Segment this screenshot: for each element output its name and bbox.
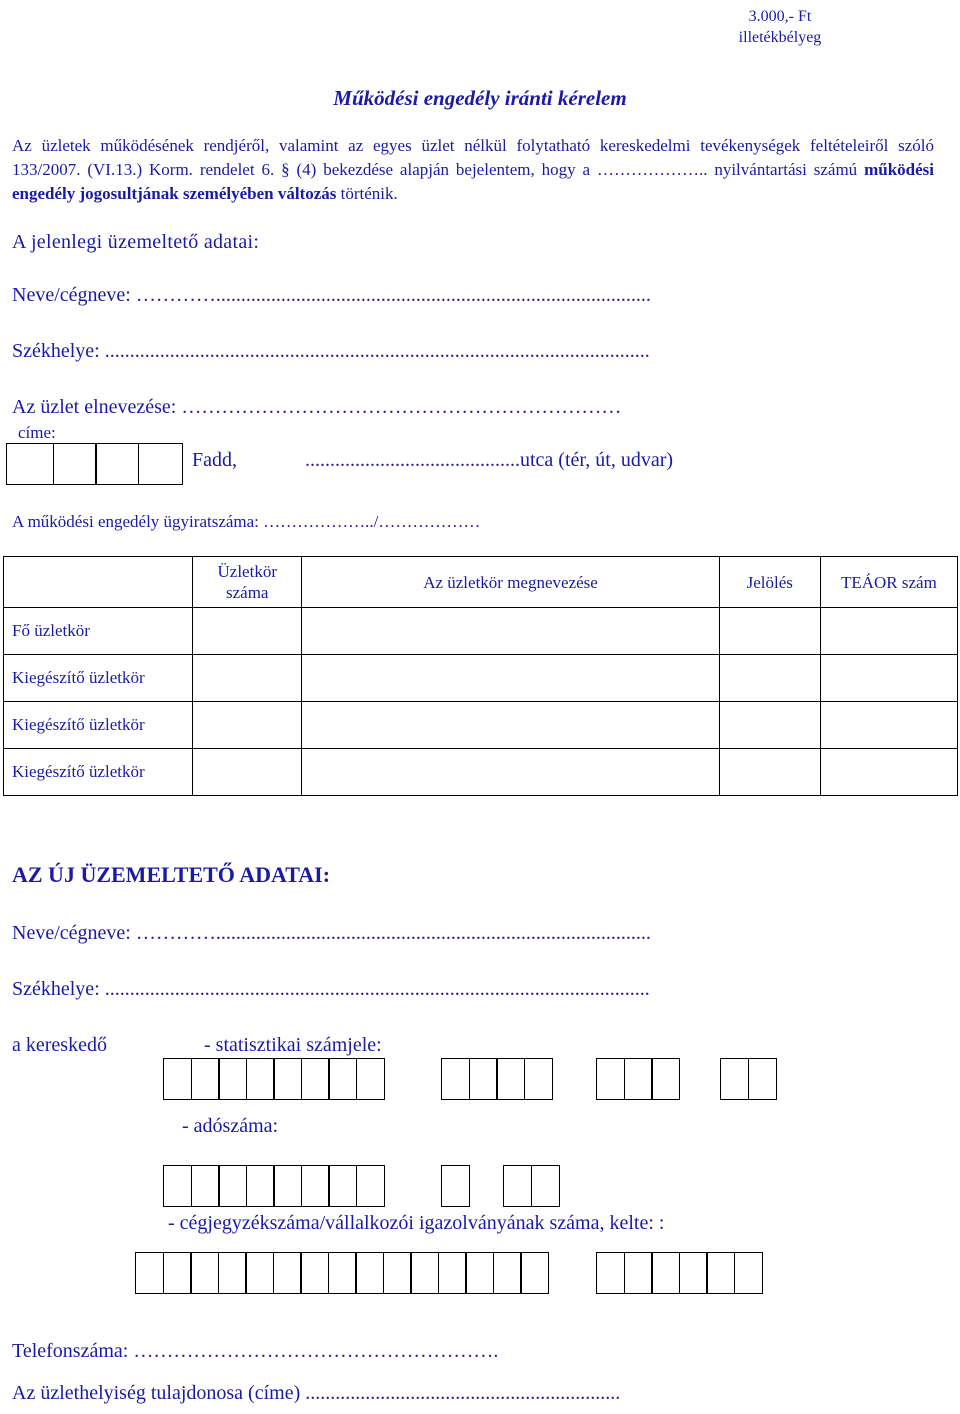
cell-input[interactable] — [719, 608, 820, 655]
digit-box[interactable] — [356, 1165, 385, 1207]
postal-code-boxes[interactable] — [6, 443, 181, 485]
digit-box[interactable] — [748, 1058, 777, 1100]
digit-box[interactable] — [524, 1058, 553, 1100]
table-header-marking: Jelölés — [719, 557, 820, 608]
digit-box[interactable] — [441, 1165, 470, 1207]
digit-box[interactable] — [410, 1252, 439, 1294]
stat-number-boxes-3[interactable] — [596, 1058, 679, 1100]
digit-box[interactable] — [624, 1252, 653, 1294]
tax-number-boxes-2[interactable] — [441, 1165, 469, 1207]
table-row — [4, 655, 958, 702]
digit-box[interactable] — [438, 1252, 467, 1294]
cell-input[interactable] — [719, 749, 820, 796]
tax-number-boxes-3[interactable] — [503, 1165, 558, 1207]
registry-number-boxes-2[interactable] — [596, 1252, 761, 1294]
merchant-label: a kereskedő — [12, 1034, 107, 1056]
digit-box[interactable] — [218, 1252, 247, 1294]
cell-input[interactable] — [302, 608, 719, 655]
current-name-field[interactable]: Neve/cégneve: …………....................................................................................... — [12, 284, 651, 306]
new-name-field[interactable]: Neve/cégneve: …………....................................................................................... — [12, 922, 651, 944]
table-header-teaor: TEÁOR szám — [820, 557, 957, 608]
digit-box[interactable] — [493, 1252, 522, 1294]
digit-box[interactable] — [441, 1058, 470, 1100]
digit-box[interactable] — [246, 1165, 275, 1207]
digit-box[interactable] — [520, 1252, 549, 1294]
cell-input[interactable] — [193, 608, 302, 655]
table-header-circle-number: Üzletkör száma — [193, 557, 302, 608]
digit-box[interactable] — [720, 1058, 749, 1100]
intro-paragraph: Az üzletek működésének rendjéről, valamint az egyes üzlet nélkül folytatható kereskedelmi tevékenységek feltételeiről szóló 133/2007. (VI.13.) Korm. rendelet 6. § (4) bekezdése alapján bejelentem, hogy a ……………….. nyilvántartási számú működési engedély jogosultjának személyében változás történik. — [12, 136, 934, 203]
cell-input[interactable] — [820, 608, 957, 655]
intro-bold: működési engedély jogosultjának személyében változás — [12, 160, 934, 203]
digit-box[interactable] — [273, 1058, 302, 1100]
digit-box[interactable] — [679, 1252, 708, 1294]
cell-input[interactable] — [302, 749, 719, 796]
tax-number-boxes-1[interactable] — [163, 1165, 383, 1207]
postal-digit-box[interactable] — [53, 443, 97, 485]
phone-field[interactable]: Telefonszáma: ………………………………………………. — [12, 1340, 499, 1362]
digit-box[interactable] — [465, 1252, 494, 1294]
digit-box[interactable] — [383, 1252, 412, 1294]
row-label: Kiegészítő üzletkör — [4, 749, 193, 796]
cell-input[interactable] — [193, 655, 302, 702]
digit-box[interactable] — [218, 1165, 247, 1207]
cell-input[interactable] — [820, 749, 957, 796]
digit-box[interactable] — [135, 1252, 164, 1294]
stamp-duty-note — [710, 6, 850, 48]
postal-digit-box[interactable] — [138, 443, 183, 485]
row-label: Fő üzletkör — [4, 608, 193, 655]
address-label: címe: — [18, 423, 56, 442]
new-operator-heading: AZ ÚJ ÜZEMELTETŐ ADATAI: — [12, 862, 331, 887]
cell-input[interactable] — [302, 702, 719, 749]
stat-number-label: - statisztikai számjele: — [204, 1034, 382, 1056]
street-field[interactable]: ...........................................utca (tér, út, udvar) — [305, 449, 674, 471]
digit-box[interactable] — [651, 1058, 680, 1100]
stat-number-boxes-4[interactable] — [720, 1058, 775, 1100]
cell-input[interactable] — [719, 702, 820, 749]
digit-box[interactable] — [245, 1252, 274, 1294]
digit-box[interactable] — [328, 1252, 357, 1294]
cell-input[interactable] — [820, 702, 957, 749]
digit-box[interactable] — [191, 1165, 220, 1207]
digit-box[interactable] — [356, 1058, 385, 1100]
digit-box[interactable] — [531, 1165, 560, 1207]
permit-number-field[interactable]: A működési engedély ügyiratszáma: ………………../……………… — [12, 512, 481, 531]
digit-box[interactable] — [596, 1058, 625, 1100]
registry-number-boxes-1[interactable] — [135, 1252, 548, 1294]
row-label: Kiegészítő üzletkör — [4, 702, 193, 749]
table-header-empty — [4, 557, 193, 608]
digit-box[interactable] — [734, 1252, 763, 1294]
digit-box[interactable] — [651, 1252, 680, 1294]
shop-name-field[interactable]: Az üzlet elnevezése: ………………………………………………………… — [12, 396, 622, 418]
current-seat-field[interactable]: Székhelye: ............................................................................................................. — [12, 340, 650, 362]
digit-box[interactable] — [273, 1165, 302, 1207]
cell-input[interactable] — [302, 655, 719, 702]
digit-box[interactable] — [301, 1058, 330, 1100]
cell-input[interactable] — [193, 702, 302, 749]
digit-box[interactable] — [191, 1058, 220, 1100]
table-row — [4, 608, 958, 655]
digit-box[interactable] — [163, 1165, 192, 1207]
stat-number-boxes-2[interactable] — [441, 1058, 551, 1100]
digit-box[interactable] — [503, 1165, 532, 1207]
table-header-row — [4, 557, 958, 608]
stamp-label: illetékbélyeg — [738, 29, 822, 46]
digit-box[interactable] — [300, 1252, 329, 1294]
digit-box[interactable] — [355, 1252, 384, 1294]
business-circle-table — [3, 556, 958, 796]
table-row — [4, 702, 958, 749]
postal-digit-box[interactable] — [95, 443, 139, 485]
digit-box[interactable] — [163, 1252, 192, 1294]
table-row — [4, 749, 958, 796]
digit-box[interactable] — [163, 1058, 192, 1100]
digit-box[interactable] — [328, 1058, 357, 1100]
digit-box[interactable] — [301, 1165, 330, 1207]
digit-box[interactable] — [190, 1252, 219, 1294]
stat-number-boxes-1[interactable] — [163, 1058, 383, 1100]
owner-field[interactable]: Az üzlethelyiség tulajdonosa (címe) ............................................................... — [12, 1382, 621, 1404]
digit-box[interactable] — [706, 1252, 735, 1294]
stamp-amount: 3.000,- Ft — [748, 8, 812, 25]
postal-digit-box[interactable] — [6, 443, 54, 485]
digit-box[interactable] — [273, 1252, 302, 1294]
digit-box[interactable] — [218, 1058, 247, 1100]
digit-box[interactable] — [624, 1058, 653, 1100]
new-seat-field[interactable]: Székhelye: ............................................................................................................. — [12, 978, 650, 1000]
digit-box[interactable] — [469, 1058, 498, 1100]
cell-input[interactable] — [820, 655, 957, 702]
cell-input[interactable] — [193, 749, 302, 796]
row-label: Kiegészítő üzletkör — [4, 655, 193, 702]
city-name: Fadd, — [192, 449, 237, 471]
cell-input[interactable] — [719, 655, 820, 702]
digit-box[interactable] — [246, 1058, 275, 1100]
digit-box[interactable] — [328, 1165, 357, 1207]
current-operator-heading: A jelenlegi üzemeltető adatai: — [12, 231, 260, 253]
digit-box[interactable] — [496, 1058, 525, 1100]
registry-number-label: - cégjegyzékszáma/vállalkozói igazolványának száma, kelte: : — [168, 1212, 665, 1234]
table-header-circle-name: Az üzletkör megnevezése — [302, 557, 719, 608]
digit-box[interactable] — [596, 1252, 625, 1294]
page-title: Működési engedély iránti kérelem — [333, 86, 627, 110]
tax-number-label: - adószáma: — [182, 1115, 279, 1137]
